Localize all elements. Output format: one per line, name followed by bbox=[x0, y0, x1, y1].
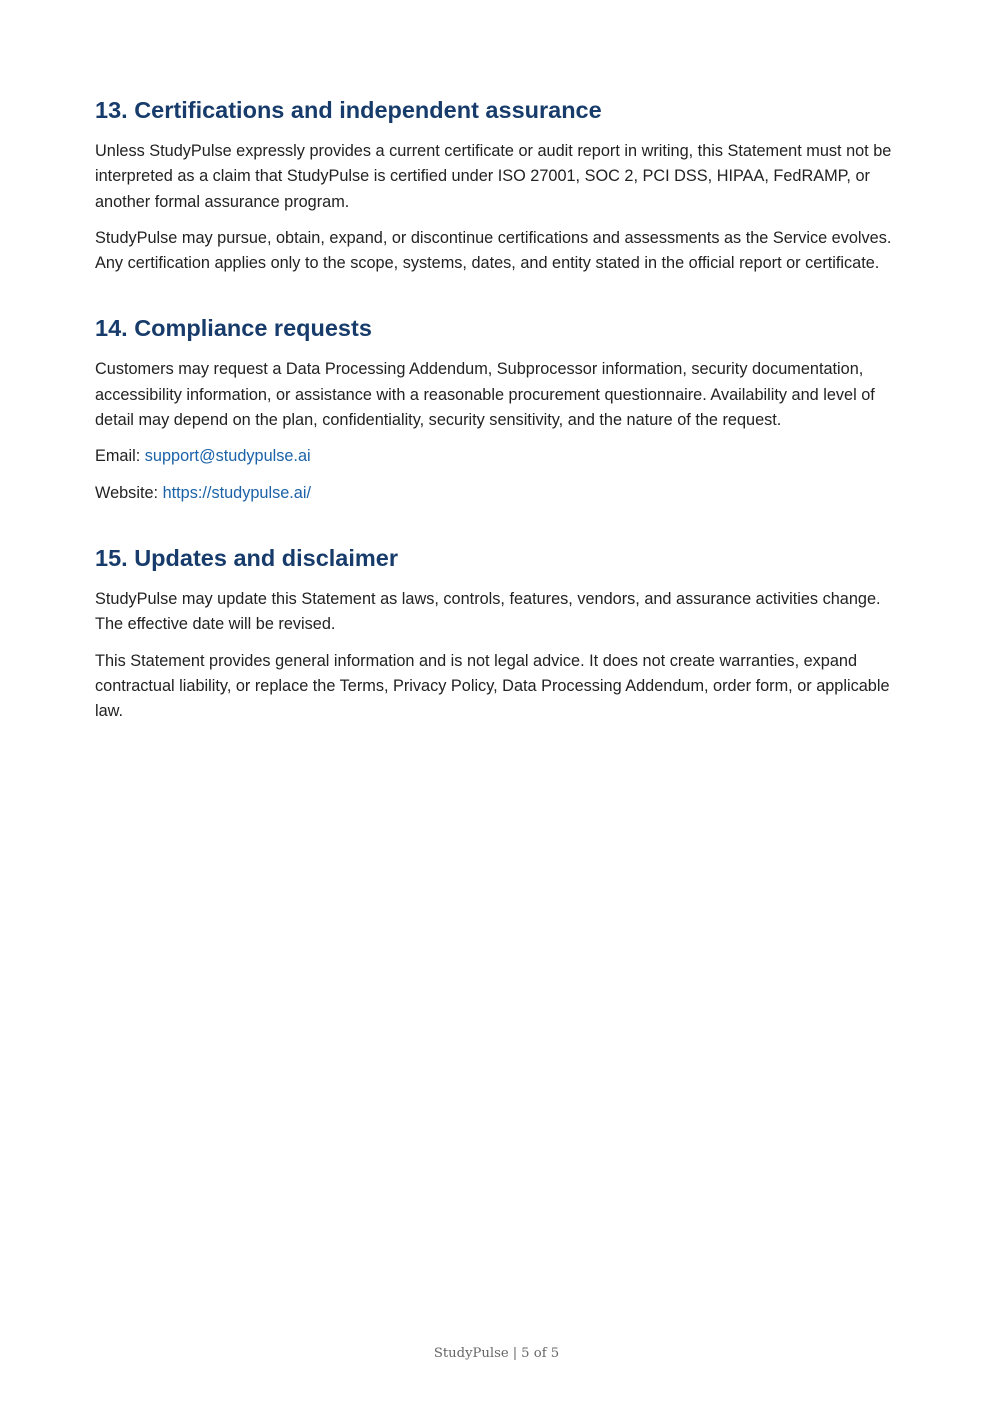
paragraph: Unless StudyPulse expressly provides a current certificate or audit report in writing, this Statement must not be interpreted as a claim that StudyPulse is certified under ISO 27001, SOC 2, PCI DSS, HIPAA, FedRAMP, or another formal assurance program. bbox=[95, 142, 892, 211]
page-number: 5 of 5 bbox=[521, 1346, 560, 1361]
footer-separator: | bbox=[512, 1346, 518, 1361]
section-updates-disclaimer bbox=[95, 540, 900, 724]
section-certifications bbox=[95, 92, 900, 276]
email-line bbox=[95, 444, 900, 469]
email-link[interactable]: support@studypulse.ai bbox=[144, 447, 311, 466]
paragraph: StudyPulse may update this Statement as laws, controls, features, vendors, and assurance activities change. The effective date will be revised. bbox=[95, 589, 881, 634]
paragraph: StudyPulse may pursue, obtain, expand, or discontinue certifications and assessments as the Service evolves. Any certification applies only to the scope, systems, dates, and entity stated in the official report or certificate. bbox=[95, 228, 892, 273]
footer-brand: StudyPulse bbox=[433, 1346, 509, 1361]
website-line bbox=[95, 481, 900, 506]
section-heading: 14. Compliance requests bbox=[95, 315, 372, 342]
section-heading: 13. Certifications and independent assurance bbox=[95, 97, 602, 123]
paragraph: Customers may request a Data Processing Addendum, Subprocessor information, security documentation, accessibility information, or assistance with a reasonable procurement questionnaire. Availability and level of detail may depend on the plan, confidentiality, security sensitivity, and the nature of the request. bbox=[95, 360, 875, 430]
document-body bbox=[95, 92, 900, 758]
section-compliance-requests bbox=[95, 310, 900, 505]
website-link[interactable]: https://studypulse.ai/ bbox=[162, 483, 312, 502]
website-label: Website: bbox=[95, 483, 163, 502]
email-label: Email: bbox=[95, 447, 145, 466]
section-heading: 15. Updates and disclaimer bbox=[95, 544, 399, 571]
paragraph: This Statement provides general information and is not legal advice. It does not create warranties, expand contractual liability, or replace the Terms, Privacy Policy, Data Processing Addendum, order form, or applicable law. bbox=[95, 651, 890, 721]
page-footer bbox=[0, 1346, 993, 1361]
